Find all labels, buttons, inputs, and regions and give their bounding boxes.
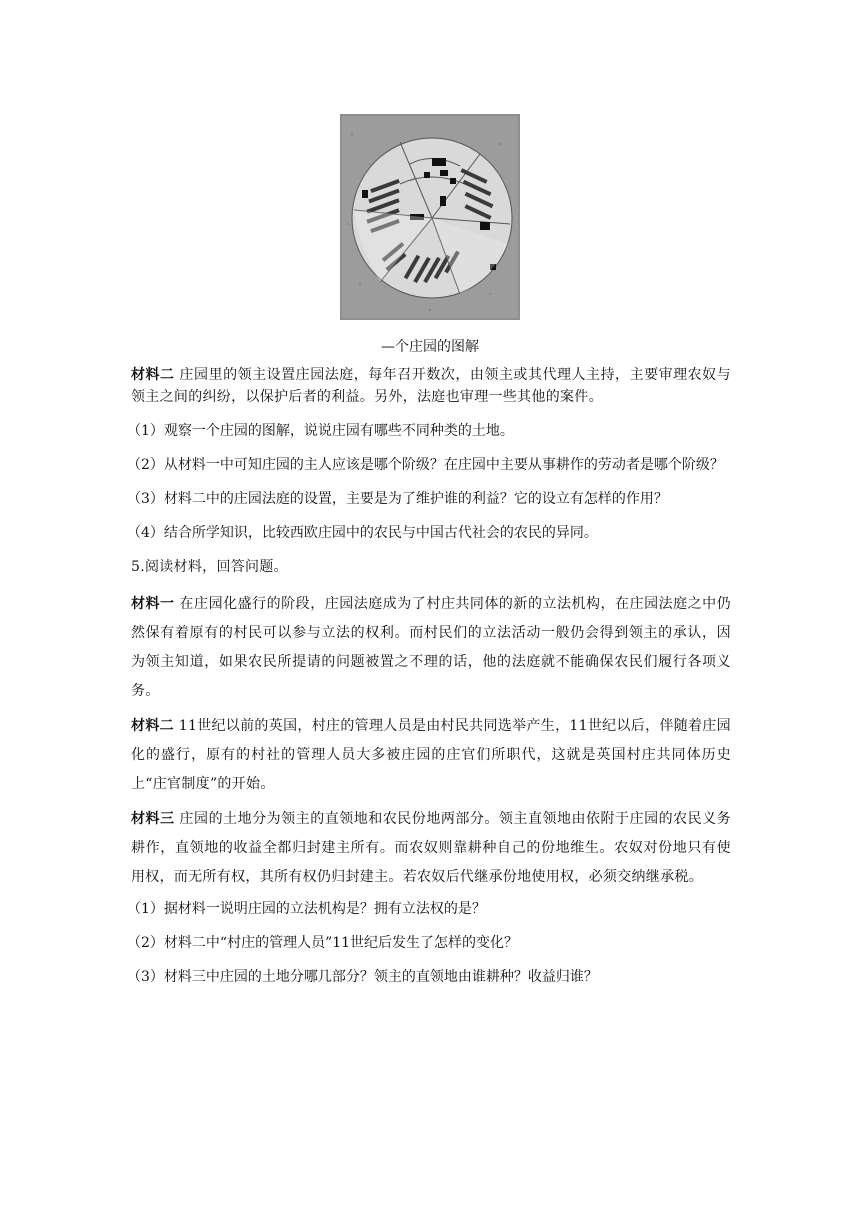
section2-material3 — [131, 805, 731, 892]
question-item: （1）观察一个庄园的图解，说说庄园有哪些不同种类的土地。 — [127, 423, 514, 439]
question-item: （2）从材料一中可知庄园的主人应该是哪个阶级？在庄园中主要从事耕作的劳动者是哪个阶级？ — [127, 457, 724, 473]
manor-diagram-image — [340, 114, 520, 320]
material-text: 在庄园化盛行的阶段，庄园法庭成为了村庄共同体的新的立法机构，在庄园法庭之中仍然保有着原有的村民可以参与立法的权利。而村民们的立法活动一般仍会得到领主的承认，因为领主知道，如果农民所提请的问题被置之不理的话，他的法庭就不能确保农民们履行各项义务。 — [131, 596, 731, 699]
material-text: 庄园里的领主设置庄园法庭，每年召开数次，由领主或其代理人主持，主要审理农奴与领主之间的纠纷，以保护后者的利益。另外，法庭也审理一些其他的案件。 — [131, 367, 731, 405]
material-label: 材料二 — [131, 367, 175, 383]
material-text: 11世纪以前的英国，村庄的管理人员是由村民共同选举产生，11世纪以后，伴随着庄园化的盛行，原有的村社的管理人员大多被庄园的庄官们所职代，这就是英国村庄共同体历史上“庄官制度”的开始。 — [131, 718, 731, 792]
section1-material2 — [131, 364, 731, 408]
question-item: （4）结合所学知识，比较西欧庄园中的农民与中国古代社会的农民的异同。 — [127, 525, 598, 541]
section2-heading: 5.阅读材料，回答问题。 — [131, 559, 288, 575]
section2-material2 — [131, 712, 731, 799]
figure-caption: —个庄园的图解 — [381, 339, 479, 355]
question-item: （3）材料三中庄园的土地分哪几部分？领主的直领地由谁耕种？收益归谁？ — [127, 969, 598, 985]
question-item: （3）材料二中的庄园法庭的设置，主要是为了维护谁的利益？它的设立有怎样的作用？ — [127, 491, 668, 507]
question-item: （2）材料二中“村庄的管理人员”11世纪后发生了怎样的变化？ — [127, 935, 519, 951]
document-body — [127, 364, 731, 1000]
question-item: （1）据材料一说明庄园的立法机构是？拥有立法权的是？ — [127, 901, 486, 917]
material-label: 材料三 — [131, 811, 175, 827]
material-text: 庄园的土地分为领主的直领地和农民份地两部分。领主直领地由依附于庄园的农民义务耕作，直领地的收益全都归封建主所有。而农奴则靠耕种自己的份地维生。农奴对份地只有使用权，而无所有权，其所有权仍归封建主。若农奴后代继承份地使用权，必须交纳继承税。 — [131, 811, 731, 885]
material-label: 材料二 — [131, 718, 174, 734]
section2-material1 — [131, 590, 731, 706]
material-label: 材料一 — [131, 596, 175, 612]
